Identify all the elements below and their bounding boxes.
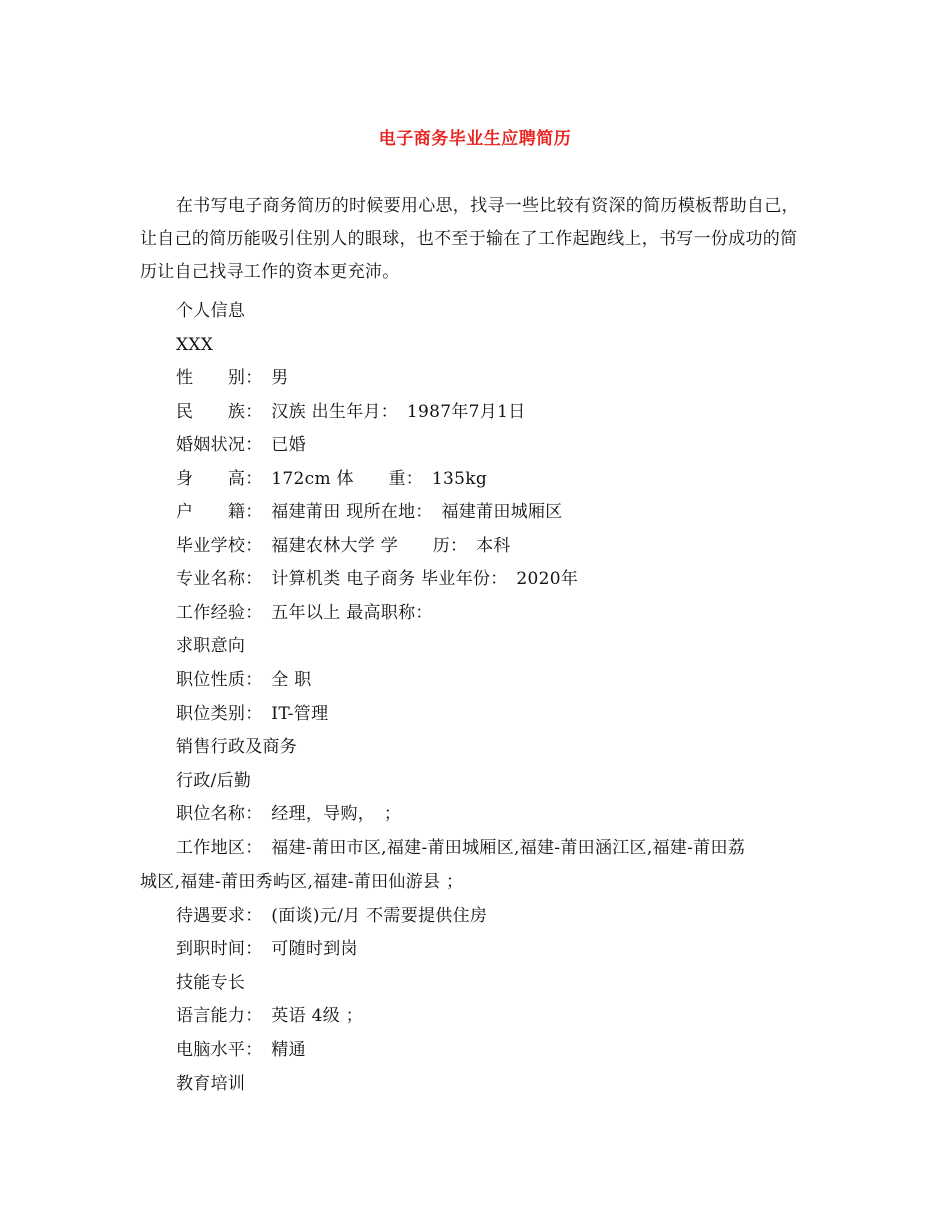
salary-line: 待遇要求： (面谈)元/月 不需要提供住房: [176, 906, 488, 926]
job-nature-line: 职位性质： 全 职: [176, 670, 312, 690]
marital-status-line: 婚姻状况： 已婚: [176, 435, 306, 455]
job-category-line: 职位类别： IT-管理: [176, 704, 329, 724]
section-heading-education: 教育培训: [176, 1074, 246, 1094]
experience-line: 工作经验： 五年以上 最高职称：: [176, 603, 433, 623]
section-heading-job-intention: 求职意向: [176, 636, 246, 656]
height-weight-line: 身 高： 172cm 体 重： 135kg: [176, 469, 488, 489]
document-title: 电子商务毕业生应聘简历: [378, 129, 572, 149]
residence-line: 户 籍： 福建莆田 现所在地： 福建莆田城厢区: [176, 502, 563, 522]
school-degree-line: 毕业学校： 福建农林大学 学 历： 本科: [176, 536, 511, 556]
ethnicity-birth-line: 民 族： 汉族 出生年月： 1987年7月1日: [176, 402, 526, 422]
language-skill-line: 语言能力： 英语 4级 ；: [176, 1006, 364, 1026]
major-year-line: 专业名称： 计算机类 电子商务 毕业年份： 2020年: [176, 569, 579, 589]
job-title-line: 职位名称： 经理，导购， ；: [176, 804, 402, 824]
name-line: XXX: [176, 335, 214, 355]
section-heading-personal-info: 个人信息: [176, 301, 246, 321]
work-area-line: 工作地区： 福建-莆田市区,福建-莆田城厢区,福建-莆田涵江区,福建-莆田荔: [176, 838, 746, 858]
gender-line: 性 别： 男: [176, 368, 289, 388]
start-time-line: 到职时间： 可随时到岗: [176, 939, 358, 959]
section-heading-skills: 技能专长: [176, 973, 246, 993]
job-category-line-2: 销售行政及商务: [176, 737, 298, 757]
work-area-line-continued: 城区,福建-莆田秀屿区,福建-莆田仙游县 ；: [140, 872, 464, 892]
intro-paragraph: 在书写电子商务简历的时候要用心思，找寻一些比较有资深的简历模板帮助自己，让自己的简历能吸引住别人的眼球，也不至于输在了工作起跑线上，书写一份成功的简历让自己找寻工作的资本更充沛。: [140, 196, 799, 282]
computer-skill-line: 电脑水平： 精通: [176, 1040, 306, 1060]
job-category-line-3: 行政/后勤: [176, 771, 252, 791]
